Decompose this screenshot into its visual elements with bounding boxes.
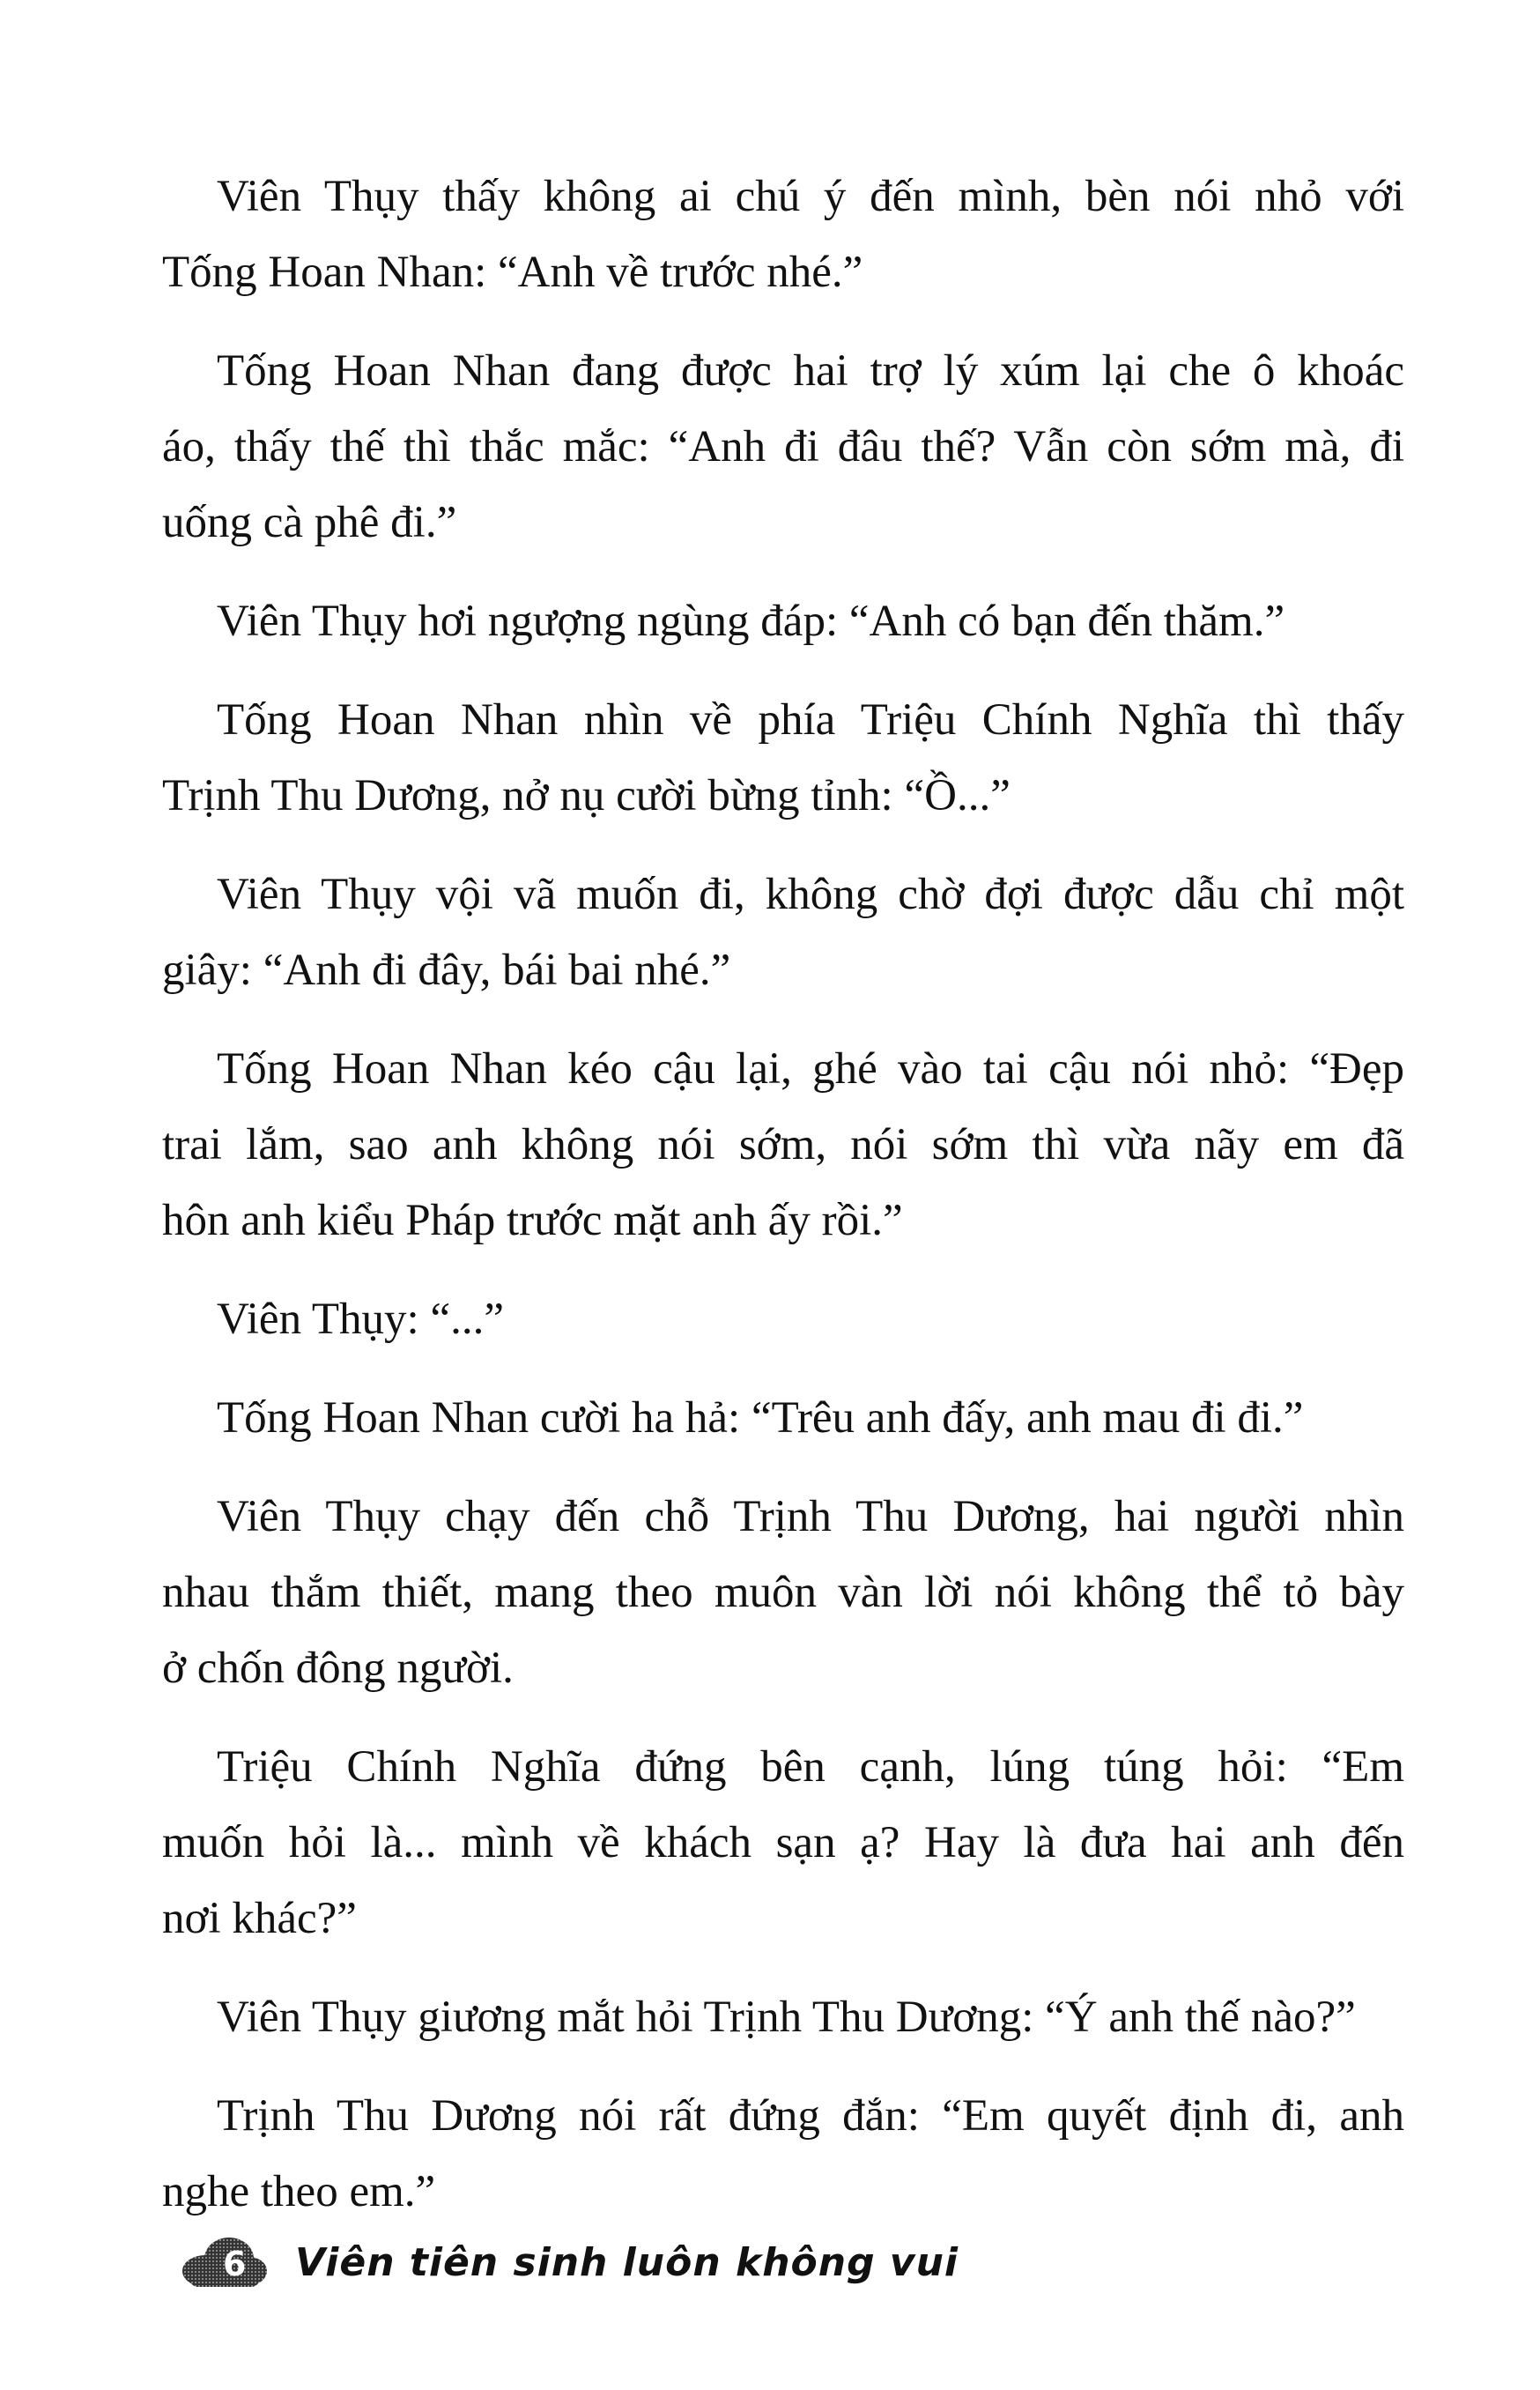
paragraph [162,682,1404,834]
text-line: Tống Hoan Nhan: “Anh về trước nhé.” [162,248,863,297]
text-line: Viên Thụy vội vã muốn đi, không chờ đợi được dẫu chỉ một [217,870,1404,919]
paragraph [162,1979,1404,2055]
cloud-icon [181,2236,269,2289]
text-line: uống cà phê đi.” [162,498,457,547]
text-line: Trịnh Thu Dương, nở nụ cười bừng tỉnh: “Ồ...” [162,771,1011,820]
text-line: Trịnh Thu Dương nói rất đứng đắn: “Em quyết định đi, anh [217,2091,1404,2141]
paragraph [162,583,1404,659]
text-line: giây: “Anh đi đây, bái bai nhé.” [162,946,731,995]
book-title: Viên tiên sinh luôn không vui [295,2239,959,2285]
paragraph [162,1031,1404,1258]
text-line: nghe theo em.” [162,2167,436,2216]
text-line: Tống Hoan Nhan đang được hai trợ lý xúm lại che ô khoác [217,346,1404,396]
text-line: Viên Thụy chạy đến chỗ Trịnh Thu Dương, hai người nhìn [217,1492,1404,1541]
text-line: áo, thấy thế thì thắc mắc: “Anh đi đâu thế? Vẫn còn sớm mà, đi [162,422,1404,471]
text-line: Viên Thụy hơi ngượng ngùng đáp: “Anh có bạn đến thăm.” [217,597,1285,646]
page-footer [181,2223,959,2302]
paragraph [162,1281,1404,1357]
text-line: nơi khác?” [162,1894,357,1943]
text-line: hôn anh kiểu Pháp trước mặt anh ấy rồi.” [162,1196,903,1245]
paragraph [162,1380,1404,1456]
paragraph [162,857,1404,1008]
paragraph [162,2078,1404,2230]
paragraph [162,1479,1404,1706]
text-line: Viên Thụy thấy không ai chú ý đến mình, bèn nói nhỏ với [217,172,1404,221]
paragraph [162,333,1404,560]
page-number: 6 [223,2245,247,2283]
text-line: nhau thắm thiết, mang theo muôn vàn lời nói không thể tỏ bày [162,1568,1404,1617]
text-line: Viên Thụy giương mắt hỏi Trịnh Thu Dương: “Ý anh thế nào?” [217,1993,1356,2042]
text-line: Triệu Chính Nghĩa đứng bên cạnh, lúng túng hỏi: “Em [217,1742,1404,1792]
paragraph [162,1729,1404,1956]
paragraph [162,159,1404,310]
text-line: Tống Hoan Nhan kéo cậu lại, ghé vào tai cậu nói nhỏ: “Đẹp [217,1044,1404,1094]
body-text [162,159,1404,2253]
text-line: Tống Hoan Nhan cười ha hả: “Trêu anh đấy, anh mau đi đi.” [217,1393,1304,1443]
text-line: Viên Thụy: “...” [217,1295,504,1344]
text-line: trai lắm, sao anh không nói sớm, nói sớm thì vừa nãy em đã [162,1120,1404,1169]
text-line: Tống Hoan Nhan nhìn về phía Triệu Chính Nghĩa thì thấy [217,695,1404,745]
text-line: muốn hỏi là... mình về khách sạn ạ? Hay là đưa hai anh đến [162,1818,1404,1867]
text-line: ở chốn đông người. [162,1644,514,1693]
